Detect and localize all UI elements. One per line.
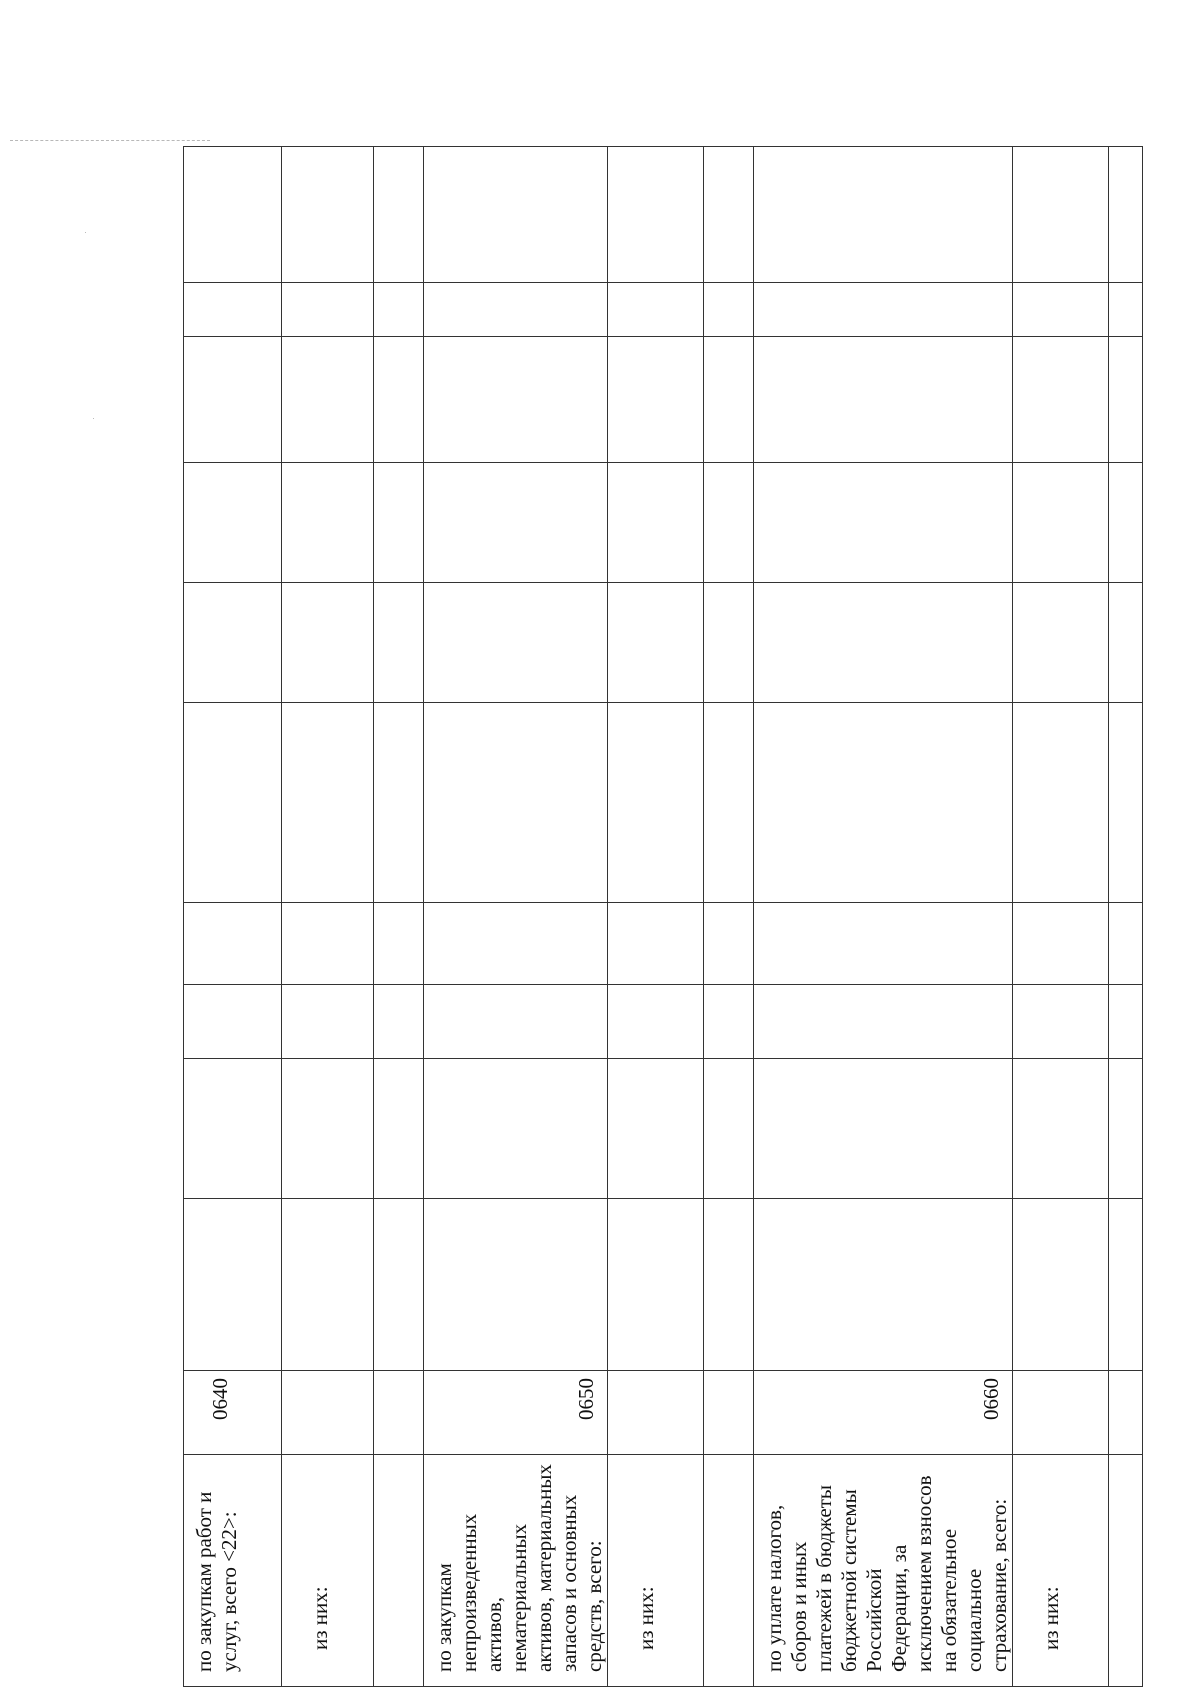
row-code-cell [1013,1371,1109,1455]
data-cell [1013,703,1109,903]
data-cell [374,985,424,1059]
data-cell [704,703,754,903]
row-label [374,1455,382,1686]
data-cell [424,1059,608,1199]
data-cell [608,283,704,337]
data-cell [1013,337,1109,463]
data-cell [1109,985,1143,1059]
data-cell [608,985,704,1059]
data-cell [374,703,424,903]
data-cell [184,985,282,1059]
row-label-cell [184,1455,282,1687]
data-cell [282,283,374,337]
data-cell [374,337,424,463]
table-row [608,147,704,1687]
row-label-cell [1109,1455,1143,1687]
data-cell [608,463,704,583]
data-cell [424,337,608,463]
data-cell [184,337,282,463]
table-row [1013,147,1109,1687]
table-row [1109,147,1143,1687]
data-cell [754,283,1013,337]
data-cell [1013,903,1109,985]
data-cell [282,985,374,1059]
data-cell [282,1059,374,1199]
data-cell [374,1199,424,1371]
data-cell [424,1199,608,1371]
row-code: 0650 [574,1378,598,1420]
row-code [374,1371,406,1454]
data-cell [374,463,424,583]
data-cell [1013,147,1109,283]
data-cell [282,337,374,463]
row-code-cell [374,1371,424,1455]
data-cell [282,147,374,283]
row-code-cell [704,1371,754,1455]
row-label [704,1455,712,1686]
table-row [282,147,374,1687]
data-cell [1013,283,1109,337]
scan-artifact [10,140,210,141]
row-code [1013,1371,1045,1454]
data-cell [184,1199,282,1371]
data-cell [608,703,704,903]
row-label: по закупкам непроизведенных активов, нематериальных активов, материальных запасов и основных средств, всего: [432,1464,606,1672]
data-cell [704,583,754,703]
row-label-cell [282,1455,374,1687]
data-cell [608,583,704,703]
row-code-cell [1109,1371,1143,1455]
scan-speck [93,418,94,419]
data-cell [754,583,1013,703]
row-code [608,1371,640,1454]
data-cell [282,463,374,583]
data-cell [184,283,282,337]
data-cell [184,1059,282,1199]
data-cell [184,583,282,703]
row-label: из них: [634,1586,658,1650]
data-cell [424,283,608,337]
row-code [282,1371,314,1454]
financial-table [183,146,1143,1687]
data-cell [608,337,704,463]
row-code: 0660 [979,1378,1003,1420]
data-cell [754,1059,1013,1199]
row-code-cell [754,1371,1013,1455]
data-cell [424,703,608,903]
data-cell [184,903,282,985]
data-cell [1109,147,1143,283]
data-cell [608,1059,704,1199]
row-code-cell [282,1371,374,1455]
data-cell [374,147,424,283]
row-code [704,1371,736,1454]
table-row [184,147,282,1687]
data-cell [184,147,282,283]
data-cell [754,703,1013,903]
data-cell [282,903,374,985]
data-cell [704,147,754,283]
data-cell [1109,463,1143,583]
row-label: по уплате налогов, сборов и иных платежей в бюджеты бюджетной системы Российской Федерации, за исключением взносов на обязательное социальное страхование, всего: [762,1475,1011,1672]
data-cell [704,1199,754,1371]
data-cell [704,985,754,1059]
data-cell [424,583,608,703]
data-cell [1013,583,1109,703]
row-code: 0640 [208,1378,232,1420]
data-cell [1013,985,1109,1059]
row-code-cell [608,1371,704,1455]
data-cell [1109,703,1143,903]
data-cell [424,463,608,583]
data-cell [1013,463,1109,583]
data-cell [1109,1199,1143,1371]
row-label [1109,1455,1117,1686]
row-label-cell [704,1455,754,1687]
data-cell [282,583,374,703]
rotated-page [183,147,1101,1687]
row-label-cell [754,1455,1013,1687]
data-cell [1013,1199,1109,1371]
data-cell [374,283,424,337]
data-cell [374,903,424,985]
data-cell [1109,903,1143,985]
table-row [754,147,1013,1687]
row-label: из них: [1039,1586,1063,1650]
row-label-cell [608,1455,704,1687]
data-cell [282,1199,374,1371]
row-code [1109,1371,1141,1454]
data-cell [608,903,704,985]
data-cell [754,337,1013,463]
data-cell [184,703,282,903]
data-cell [1109,1059,1143,1199]
data-cell [424,985,608,1059]
data-cell [704,463,754,583]
data-cell [754,903,1013,985]
data-cell [754,147,1013,283]
data-cell [374,583,424,703]
table-row [704,147,754,1687]
data-cell [608,1199,704,1371]
row-label-cell [424,1455,608,1687]
row-label: по закупкам работ и услуг, всего <22>: [192,1491,241,1672]
data-cell [184,463,282,583]
data-cell [754,985,1013,1059]
data-cell [1013,1059,1109,1199]
row-label-cell [1013,1455,1109,1687]
table-row [374,147,424,1687]
data-cell [1109,283,1143,337]
data-cell [608,147,704,283]
data-cell [424,903,608,985]
data-cell [424,147,608,283]
table-row [424,147,608,1687]
row-code-cell [184,1371,282,1455]
row-label: из них: [308,1586,332,1650]
scan-speck [85,232,86,233]
data-cell [282,703,374,903]
data-cell [704,283,754,337]
data-cell [1109,583,1143,703]
data-cell [754,1199,1013,1371]
row-code-cell [424,1371,608,1455]
data-cell [704,903,754,985]
data-cell [1109,337,1143,463]
data-cell [704,1059,754,1199]
data-cell [704,337,754,463]
row-label-cell [374,1455,424,1687]
data-cell [374,1059,424,1199]
data-cell [754,463,1013,583]
